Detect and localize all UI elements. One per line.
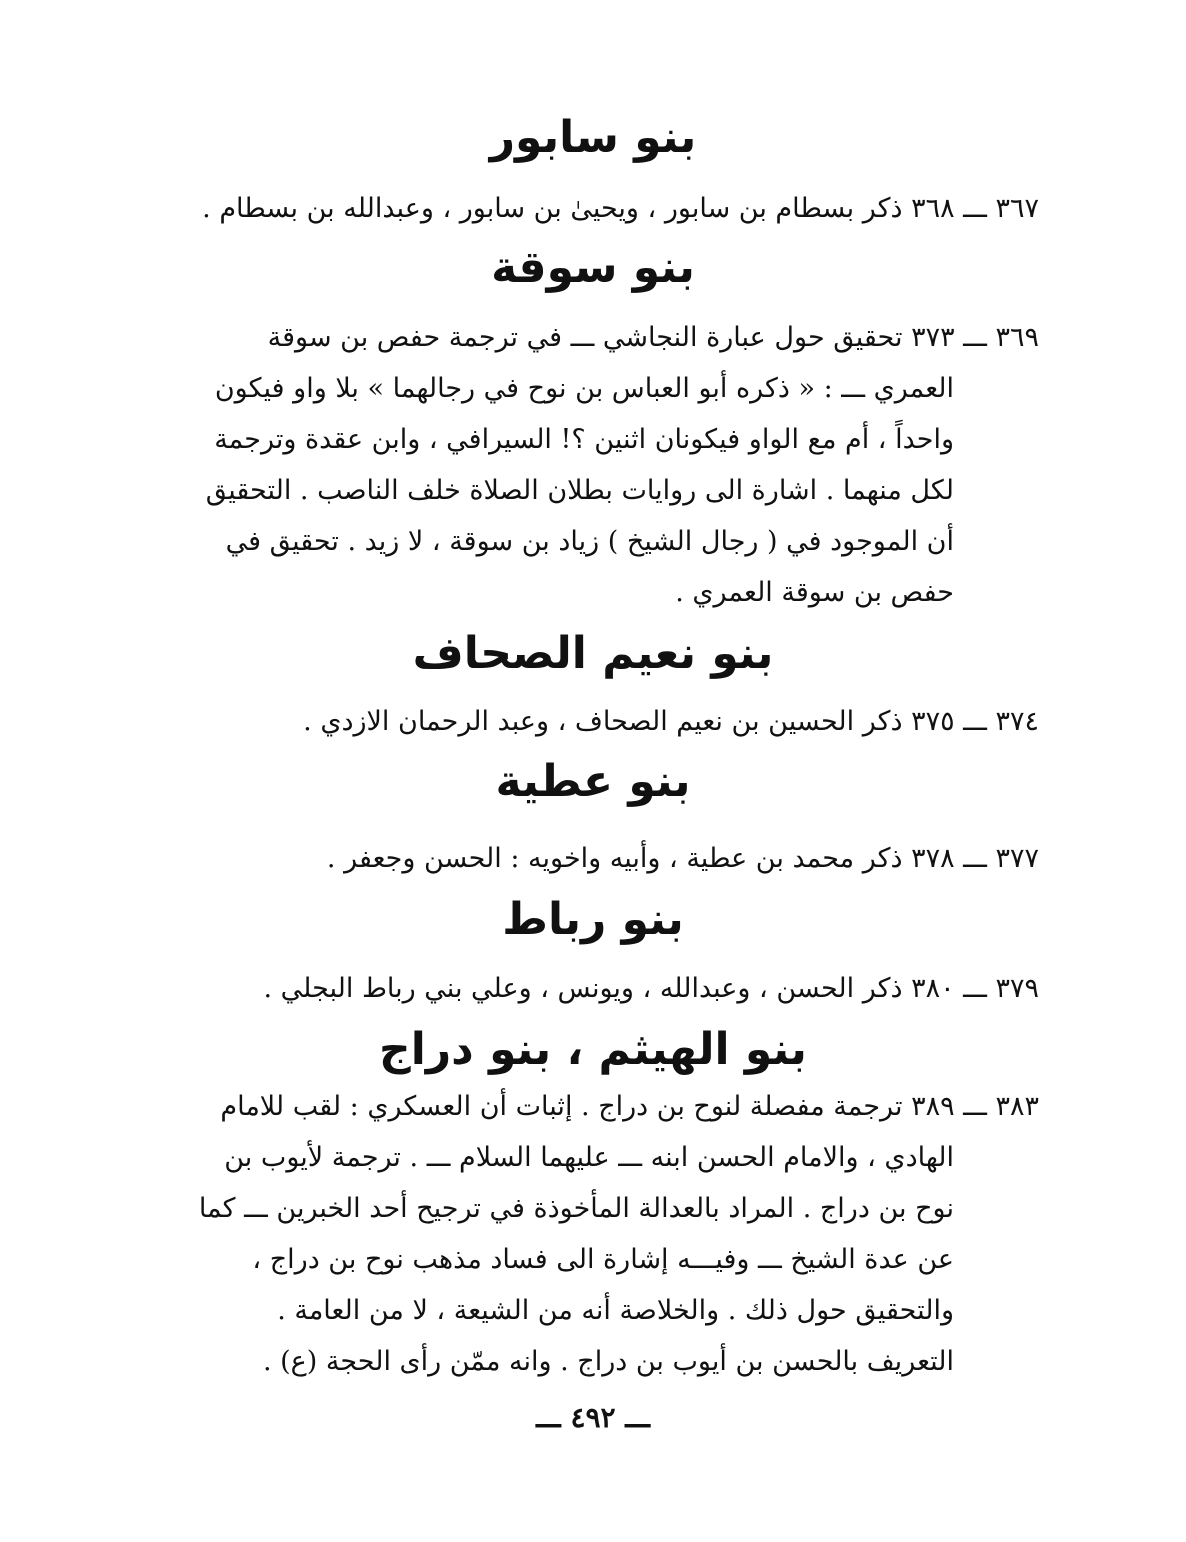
- entry-line: ٣٧٧ ـــ ٣٧٨ ذكر محمد بن عطية ، وأبيه واخويه : الحسن وجعفر .: [326, 843, 1039, 874]
- section-title: بنو عطية: [495, 756, 691, 807]
- entry-line: ٣٧٩ ـــ ٣٨٠ ذكر الحسن ، وعبدالله ، ويونس ، وعلي بني رباط البجلي .: [263, 973, 1039, 1004]
- entry-line: ٣٧٤ ـــ ٣٧٥ ذكر الحسين بن نعيم الصحاف ، وعبد الرحمان الازدي .: [303, 706, 1039, 737]
- section-title: بنو سابور: [489, 112, 697, 163]
- entry-line: حفص بن سوقة العمري .: [675, 577, 954, 608]
- entry-text: [156, 1081, 1039, 1387]
- entry-text: [156, 963, 1039, 1014]
- entry-line: أن الموجود في ( رجال الشيخ ) زياد بن سوقة ، لا زيد . تحقيق في: [225, 526, 954, 557]
- entry-line: ٣٦٧ ـــ ٣٦٨ ذكر بسطام بن سابور ، ويحيىٰ بن سابور ، وعبدالله بن بسطام .: [202, 193, 1039, 224]
- section-title: بنو سوقة: [491, 242, 695, 293]
- entry-text: [156, 312, 1039, 618]
- entry-line: لكل منهما . اشارة الى روايات بطلان الصلاة خلف الناصب . التحقيق: [205, 475, 954, 506]
- entry-text: [156, 696, 1039, 747]
- entry-line: والتحقيق حول ذلك . والخلاصة أنه من الشيعة ، لا من العامة .: [277, 1295, 954, 1326]
- entry-line: العمري ـــ : « ذكره أبو العباس بن نوح في رجالهما » بلا واو فيكون: [214, 373, 954, 404]
- section-title: بنو نعيم الصحاف: [412, 628, 774, 679]
- section-title: بنو الهيثم ، بنو دراج: [379, 1024, 807, 1075]
- entry-line: الهادي ، والامام الحسن ابنه ـــ عليهما السلام ـــ . ترجمة لأيوب بن: [224, 1142, 954, 1173]
- entry-text: [156, 833, 1039, 884]
- entry-text: [156, 183, 1039, 234]
- page-number: ـــ ٤٩٢ ـــ: [536, 1401, 650, 1434]
- entry-line: نوح بن دراج . المراد بالعدالة المأخوذة في ترجيح أحد الخبرين ـــ كما: [198, 1193, 954, 1224]
- section-title: بنو رباط: [502, 894, 684, 945]
- entry-line: واحداً ، أم مع الواو فيكونان اثنين ؟! السيرافي ، وابن عقدة وترجمة: [214, 424, 954, 455]
- entry-line: التعريف بالحسن بن أيوب بن دراج . وانه ممّن رأى الحجة (ع) .: [262, 1346, 954, 1377]
- entry-line: عن عدة الشيخ ـــ وفيـــه إشارة الى فساد مذهب نوح بن دراج ،: [252, 1244, 954, 1275]
- entry-line: ٣٨٣ ـــ ٣٨٩ ترجمة مفصلة لنوح بن دراج . إثبات أن العسكري : لقب للامام: [220, 1091, 1039, 1122]
- entry-line: ٣٦٩ ـــ ٣٧٣ تحقيق حول عبارة النجاشي ـــ في ترجمة حفص بن سوقة: [267, 322, 1039, 353]
